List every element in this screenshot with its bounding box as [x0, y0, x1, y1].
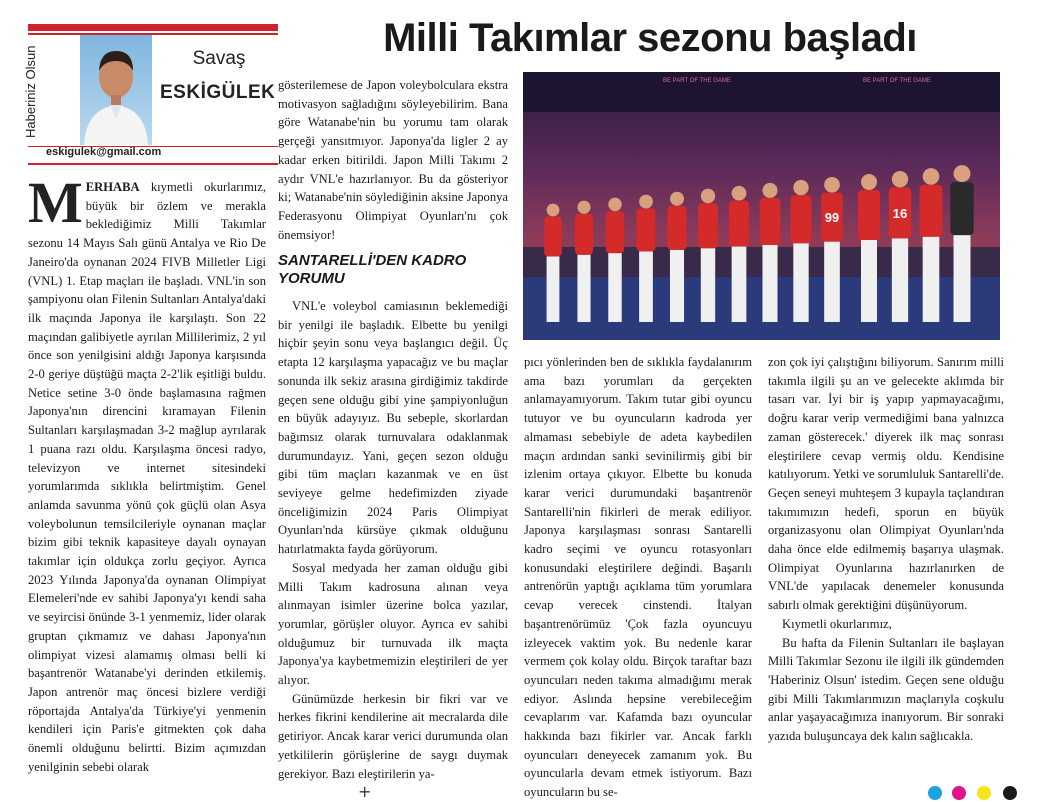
player-figure — [821, 177, 843, 322]
subheading: SANTARELLİ'DEN KADRO YORUMU — [278, 252, 467, 287]
author-box-top-rule — [28, 24, 278, 31]
player-figure — [790, 180, 811, 322]
lead-bold: ERHABA — [85, 180, 140, 194]
column-4 — [768, 353, 1004, 746]
author-photo — [80, 35, 152, 145]
player-figure — [760, 183, 781, 322]
col4-paragraph-3: Bu hafta da Filenin Sultanları ile başlayan Milli Takımlar Sezonu ile ilgili ilk gündemden 'Haberiniz Olsun' istedim. Geçen sene olduğu gibi Milli Takımlarımızın maçlarıyla coşkulu anlar yaşayacağımıza inanıyorum. Bir sonraki yazıda buluşuncaya dek kalın sağlıcakla. — [768, 635, 1004, 744]
photo-banner-text-1: BE PART OF THE GAME — [663, 78, 731, 84]
player-figure — [698, 189, 718, 322]
col2-paragraph-1: gösterilemese de Japon voleybolculara ekstra motivasyon sağladığını söyleyebilirim. Bana göre Watanabe'nin bu yorumu tam olarak gerçeği yansıtmıyor. Japonya'da ligler 2 ay kadar erken bitirildi. Japon Milli Takımı 2 aydır VNL'e hazırlanıyor. Bu da gösteriyor ki; Watanabe'nin söylediğinin aksine Japonya Federasyonu Olimpiyat Oyunları'nı çok önemsiyor! — [278, 78, 508, 242]
col4-paragraph-2: Kıymetli okurlarımız, — [782, 616, 892, 631]
volleyball-team-lineup-icon — [523, 72, 1000, 340]
player-figure — [606, 198, 624, 322]
author-portrait-icon — [80, 35, 152, 145]
player-figure — [920, 168, 943, 322]
player-figure — [667, 192, 686, 322]
column-1 — [28, 170, 266, 777]
drop-cap: M — [28, 170, 83, 235]
col3-paragraph-1: pıcı yönlerinden ben de sıklıkla faydalanırım ama bazı yorumları da gerçekten anlamayamıyorum. Takım tutar gibi oyuncu tutuyor ve bu oyuncuların kadroda yer almaması sebebiyle de adeta kaybedilen maçın ardından sanki sevinilirmiş gibi bir izlenim ortaya çıkıyor. Elbette bu konuda karar verici durumundaki başantrenör Santarelli'nin fikirleri de merak ediliyor. Japonya karşılaşması sonrası Santarelli kadro seçimi ve oyuncu rotasyonları konusundaki eleştirilere değindi. Başarılı antrenörün yaptığı açıklama tüm yorumlara cevap verecek cinstendi. İtalyan başantrenörümüz 'Çok fazla oyuncuyu izleyecek vaktim yok. Bu nedenle karar vermem çok kolay oldu. Birçok taraftar bazı oyuncuları neden takıma almadığımı merak ediyor. Aslında hepsine verebileceğim cevaplarım var. Kafamda bazı oyuncular hakkında bazı fikirler var. Ancak farklı oyuncuları deneyecek zamanım yok. Bu oyuncularla devam etmek istiyorum. Bazı oyuncuların bu se- — [524, 355, 752, 800]
player-figure — [729, 186, 749, 322]
jersey-number: 16 — [892, 205, 908, 221]
col2-paragraph-2: VNL'e voleybol camiasının beklemediği bir yenilgi ile başladık. Elbette bu yenilgi hiçbir şeyin sonu veya başlangıcı değil. Üç etapta 12 karşılaşma yapacağız ve bu maçlar sonunda ilk sekiz arasına girdiğimiz takdirde geçen sene olduğu gibi yine şampiyonluğun en büyük adayıyız. Bu sebeple, skorlardan bağımsız olarak turnuvalara odaklanmak durumundayız. Yani, geçen sezon olduğu gibi tüm maçları kazanmak ve en üst seviyeye gelme hedefimizden ziyade önceliğimizin 2024 Paris Olimpiyat Oyunları'nda kürsüye çıkmak olduğunu hatırlatmakta fayda görüyorum. — [278, 299, 508, 557]
col2-paragraph-4: Günümüzde herkesin bir fikri var ve herkes fikrini kendilerine ait mecralarda dile getiriyor. Ancak karar verici durumunda olan yetkililerin görüşlerine de saygı duymak gerekiyor. Bazı eleştirilerin ya- — [278, 691, 508, 781]
player-figure — [544, 204, 562, 322]
author-box-top-rule-thin — [28, 33, 278, 35]
player-figure — [637, 195, 656, 322]
headline: Milli Takımlar sezonu başladı — [383, 16, 917, 60]
jersey-number: 99 — [824, 210, 840, 226]
column-2b — [278, 297, 508, 783]
player-figure — [950, 165, 973, 322]
author-email: eskigulek@gmail.com — [46, 146, 162, 158]
col4-paragraph-1: zon çok iyi çalıştığını biliyorum. Sanırım milli takımla ilgili şu an ve gelecekte aklımda bir tasarı var. İyi bir iş yapıp yapmayacağımı, doğru karar verip vermediğimi bana yalnızca zaman gösterecek.' diyerek ilk maç sonrası eleştirilere cevap vermiş oldu. Kendisine katılıyorum. Yetki ve sorumluluk Santarelli'de. Geçen seneyi muhteşem 3 kupayla taçlandıran takımımızın hedefi, sporun en büyük organizasyonu olan Olimpiyat Oyunları'nda daha önce elde edilmemiş başarıya ulaşmak. Olimpiyat Oyunlarına hazırlanırken de VNL'de yapılacak denemeler konusunda sabırlı olmak gerektiğini düşünüyorum. — [768, 355, 1004, 613]
column-name-vertical: Haberiniz Olsun — [23, 45, 38, 139]
col1-text: kıymetli okurlarımız, büyük bir özlem ve merakla beklediğimiz Milli Takımlar sezonu 14 Mayıs Salı günü Antalya ve Rio De Janeiro'da oynanan 2024 FIVB Milletler Ligi (VNL) 1. Etap maçları ile başladı. VNL'in son şampiyonu olan Filenin Sultanları Antalya'daki ilk maçında Japonya ile karşılaştı. Son 22 maçından galibiyetle ayrılan Millilerimiz, 2 yıl önce son yenilgisini aldığı Japonya karşısında 2-0 geriye düştüğü maçta 2-2'lik eşitliği buldu. Netice setine 3-0 önde başlamasına rağmen Japonya'nın direncini kıramayan Filenin Sultanları karşılaşmadan 3-2 mağlup ayrılarak 1 puana razı oldu. Karşılaşma öncesi radyo, televizyon ve internet sitesindeki yorumlarımda sıklıkla belirtmiştim. Genel anlamda savunma yönü çok güçlü olan Asya voleybolunun temsilcileriyle oynanan maçlar bizim gibi teknik kapasiteye dayalı oynayan takımlar için oldukça zorlu geçiyor. Ayrıca 2023 Yılında Japonya'da oynanan Olimpiyat Elemeleri'nde ev sahibi Japonya'yı kendi saha ve seyircisi önünde 3-1 yenmemiz, lider olarak gruptan çıkmamız ve dahası Japonya'nın olimpiyat vizesi alamamış olması belli ki başantrenör Watanabe'yi derinden etkilemiş. Japon antrenör maç öncesi bizlere verdiği röportajda Antalya'da Türkiye'yi yenmenin kendileri için Paris'e gitmekten çok daha önemli olduğunu belirtti. Bizim açımızdan yenilginin sebebi olarak — [28, 180, 266, 774]
cyan-print-dot — [928, 786, 942, 800]
author-box-bottom-rule — [28, 163, 278, 165]
player-figure — [858, 174, 880, 322]
column-3 — [524, 353, 752, 802]
magenta-print-dot — [952, 786, 966, 800]
black-print-dot — [1003, 786, 1017, 800]
yellow-print-dot — [977, 786, 991, 800]
author-first-name: Savaş — [192, 48, 246, 69]
col2-paragraph-3: Sosyal medyada her zaman olduğu gibi Milli Takım kadrosuna alınan veya alınmayan isimler üzerine bolca yazılar, yorumlar, görüşler oluyor. Ayrıca ev sahibi olduğumuz bir turnuvada ilk maçta Japonya'ya kaybetmemizin eleştirileri de yer alıyor. — [278, 560, 508, 688]
column-2 — [278, 76, 508, 244]
photo-banner-text-2: BE PART OF THE GAME — [863, 78, 931, 84]
team-photo — [523, 72, 1000, 340]
author-last-name: ESKİGÜLEK — [160, 82, 276, 103]
player-figure — [889, 171, 911, 322]
registration-cross-icon: + — [358, 782, 372, 801]
player-figure — [575, 201, 593, 322]
